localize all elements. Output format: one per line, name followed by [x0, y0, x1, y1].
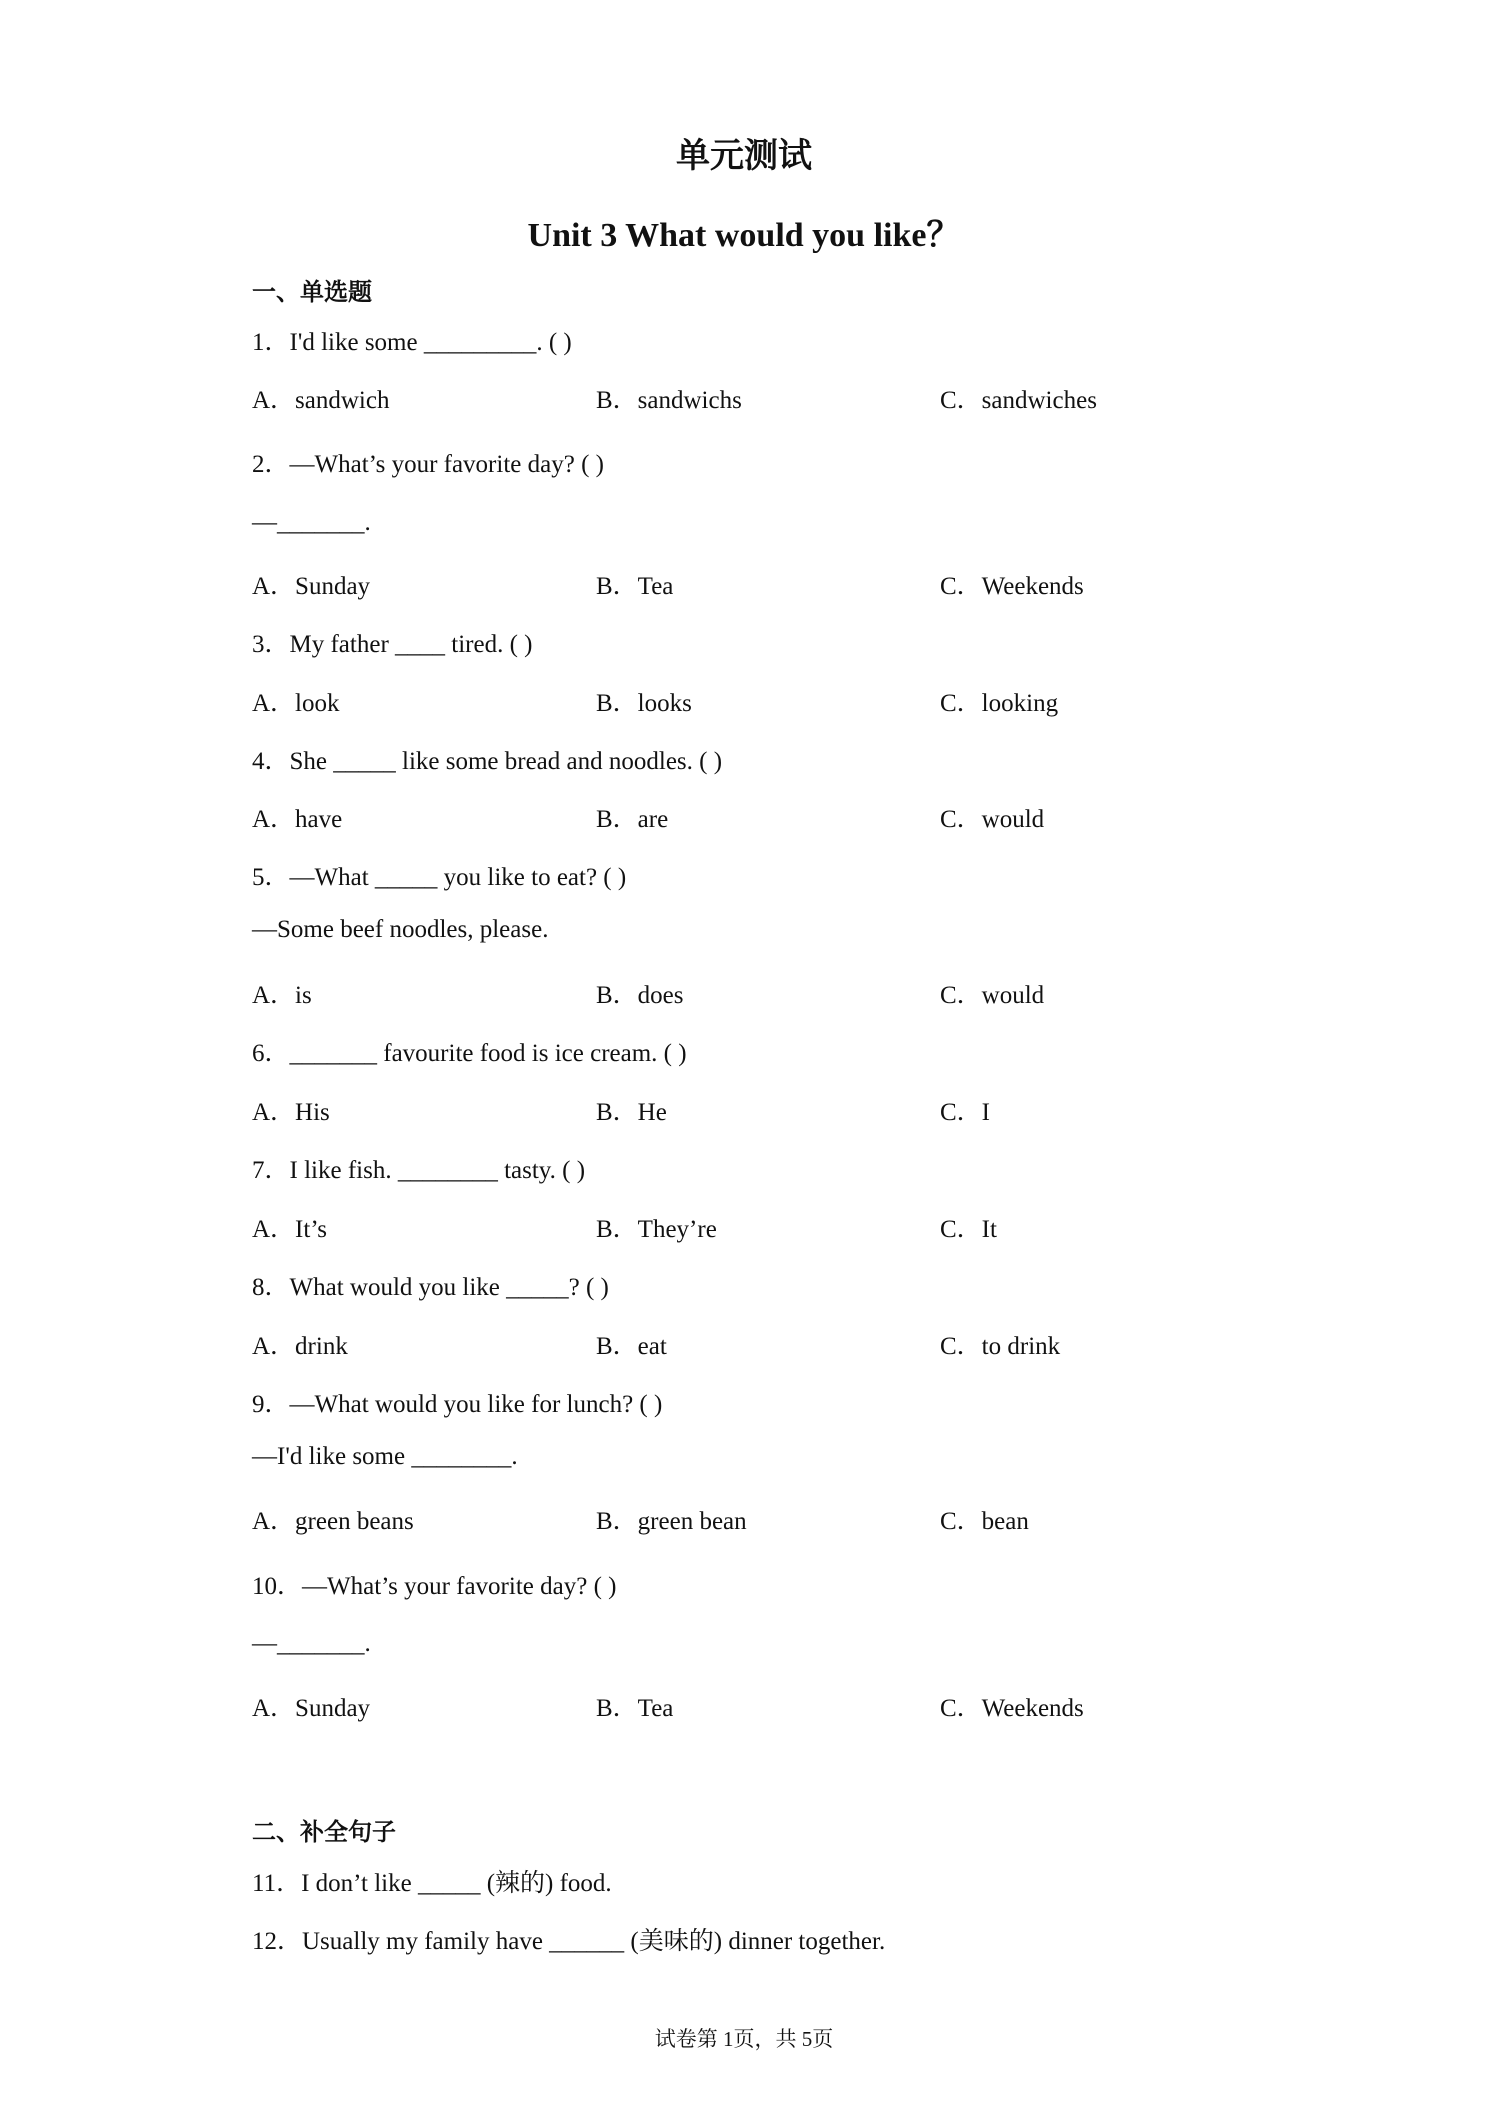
option-a: A．Sunday	[252, 573, 371, 600]
option-b: B．looks	[596, 690, 692, 717]
fill-sentence: 12．Usually my family have ______ (美味的) dinner together.	[252, 1928, 886, 1955]
answer-line: —Some beef noodles, please.	[252, 916, 549, 943]
question-stem: 8．What would you like _____? ( )	[252, 1274, 609, 1301]
option-a: A．have	[252, 806, 343, 833]
question-stem: 5．—What _____ you like to eat? ( )	[252, 864, 627, 891]
option-b: B．are	[596, 806, 669, 833]
question-stem: 9．—What would you like for lunch? ( )	[252, 1391, 663, 1418]
option-a: A．look	[252, 690, 340, 717]
question-stem: 4．She _____ like some bread and noodles. ( )	[252, 748, 723, 775]
option-a: A．drink	[252, 1333, 348, 1360]
option-c: C．would	[940, 982, 1045, 1009]
option-a: A．It’s	[252, 1216, 328, 1243]
unit-title: Unit 3 What would you like？	[527, 217, 961, 254]
question-stem: 2．—What’s your favorite day? ( )	[252, 451, 604, 478]
option-c: C．Weekends	[940, 573, 1084, 600]
option-b: B．He	[596, 1099, 667, 1126]
option-b: B．green bean	[596, 1508, 747, 1535]
option-c: C．I	[940, 1099, 991, 1126]
question-stem: 10．—What’s your favorite day? ( )	[252, 1573, 617, 1600]
question-stem: 6．_______ favourite food is ice cream. ( )	[252, 1040, 687, 1067]
page-title: 单元测试	[676, 136, 812, 176]
answer-line: —I'd like some ________.	[252, 1443, 518, 1470]
option-c: C．It	[940, 1216, 997, 1243]
option-a: A．Sunday	[252, 1695, 371, 1722]
option-b: B．eat	[596, 1333, 667, 1360]
question-stem: 3．My father ____ tired. ( )	[252, 631, 533, 658]
option-a: A．is	[252, 982, 312, 1009]
option-b: B．Tea	[596, 573, 674, 600]
option-a: A．green beans	[252, 1508, 414, 1535]
option-b: B．They’re	[596, 1216, 717, 1243]
question-stem: 1．I'd like some _________. ( )	[252, 329, 572, 356]
answer-line: —_______.	[252, 1630, 371, 1657]
option-c: C．Weekends	[940, 1695, 1084, 1722]
answer-line: —_______.	[252, 509, 371, 536]
option-c: C．looking	[940, 690, 1059, 717]
fill-sentence: 11．I don’t like _____ (辣的) food.	[252, 1870, 612, 1897]
option-b: B．does	[596, 982, 684, 1009]
option-c: C．sandwiches	[940, 387, 1097, 414]
page-footer: 试卷第 1页，共 5页	[654, 2027, 834, 2051]
section-heading-choice: 一、单选题	[252, 278, 372, 306]
question-stem: 7．I like fish. ________ tasty. ( )	[252, 1157, 586, 1184]
option-c: C．bean	[940, 1508, 1029, 1535]
option-b: B．Tea	[596, 1695, 674, 1722]
option-a: A．sandwich	[252, 387, 390, 414]
option-c: C．would	[940, 806, 1045, 833]
section-heading-fill: 二、补全句子	[252, 1818, 396, 1846]
option-b: B．sandwichs	[596, 387, 742, 414]
option-a: A．His	[252, 1099, 330, 1126]
option-c: C．to drink	[940, 1333, 1061, 1360]
